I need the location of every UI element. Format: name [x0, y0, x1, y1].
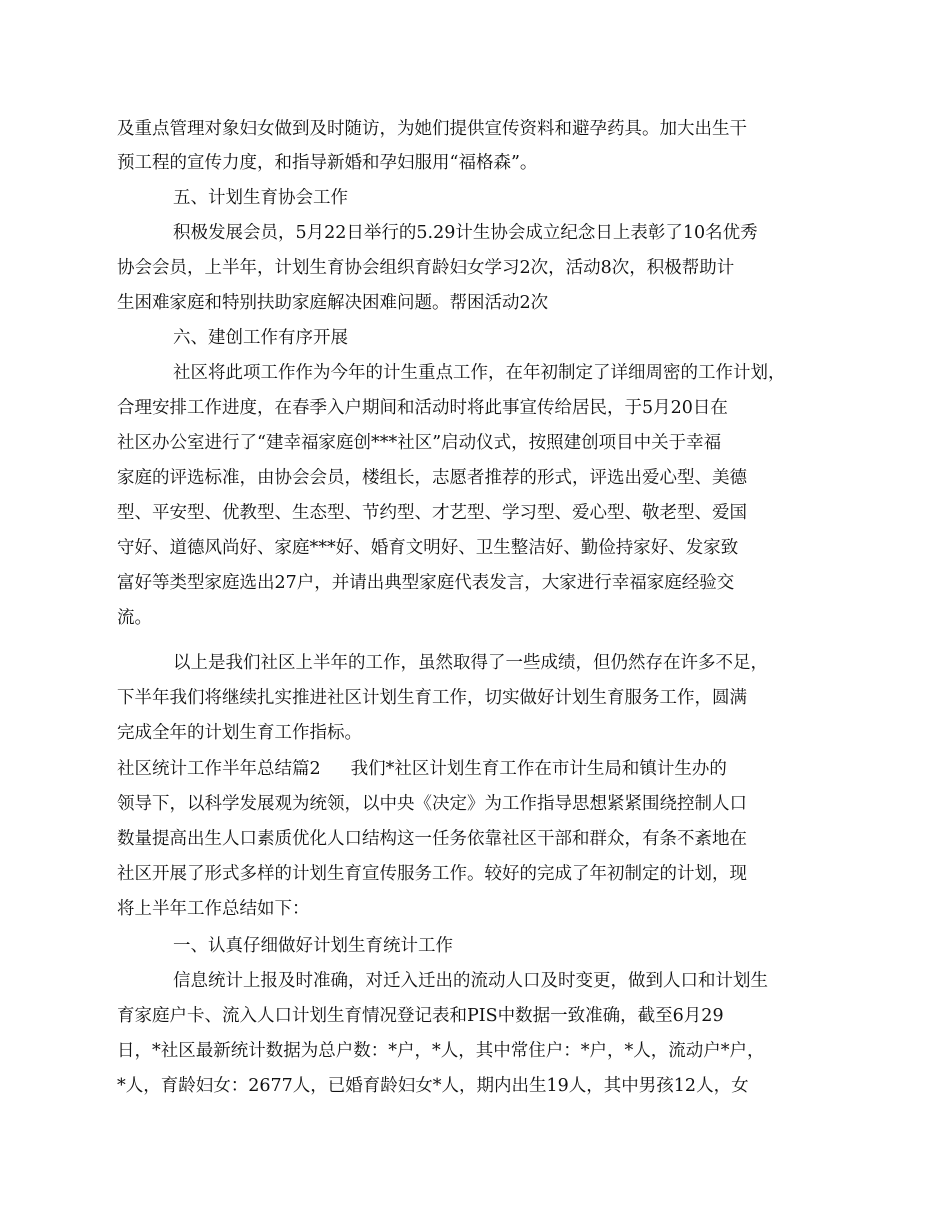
- body-text-line: 流。: [117, 608, 152, 628]
- body-text-line: 日，*社区最新统计数据为总户数：*户，*人，其中常住户：*户，*人，流动户*户，: [117, 1041, 765, 1061]
- body-text-line: 合理安排工作进度，在春季入户期间和活动时将此事宣传给居民，于5月20日在: [117, 398, 728, 418]
- body-text-line: 育家庭户卡、流入人口计划生育情况登记表和PIS中数据一致准确，截至6月29: [117, 1006, 724, 1026]
- body-text-line: 完成全年的计划生育工作指标。: [117, 723, 362, 743]
- body-text-line: 协会会员，上半年，计划生育协会组织育龄妇女学习2次，活动8次，积极帮助计: [117, 258, 735, 278]
- body-text-line: 富好等类型家庭选出27户，并请出典型家庭代表发言，大家进行幸福家庭经验交: [117, 573, 735, 593]
- body-text-line: 下半年我们将继续扎实推进社区计划生育工作，切实做好计划生育服务工作，圆满: [117, 688, 747, 708]
- body-text-line: 领导下，以科学发展观为统领，以中央《决定》为工作指导思想紧紧围绕控制人口: [117, 794, 747, 814]
- body-text-line: 生困难家庭和特别扶助家庭解决困难问题。帮困活动2次: [117, 293, 549, 313]
- body-text-line: 积极发展会员，5月22日举行的5.29计生协会成立纪念日上表彰了10名优秀: [173, 223, 758, 243]
- body-text-line: 将上半年工作总结如下：: [117, 899, 310, 919]
- body-text-line: 型、平安型、优教型、生态型、节约型、才艺型、学习型、爱心型、敬老型、爱国: [117, 503, 747, 523]
- body-text-line: 数量提高出生人口素质优化人口结构这一任务依靠社区干部和群众，有条不紊地在: [117, 829, 747, 849]
- body-text-line: 社区开展了形式多样的计划生育宣传服务工作。较好的完成了年初制定的计划，现: [117, 864, 747, 884]
- body-text-line: 预工程的宣传力度，和指导新婚和孕妇服用“福格森”。: [117, 153, 538, 173]
- body-text-line: 家庭的评选标准，由协会会员，楼组长，志愿者推荐的形式，评选出爱心型、美德: [117, 468, 747, 488]
- body-text-line: 信息统计上报及时准确，对迁入迁出的流动人口及时变更，做到人口和计划生: [173, 971, 768, 991]
- body-text-line: 及重点管理对象妇女做到及时随访，为她们提供宣传资料和避孕药具。加大出生干: [117, 119, 747, 139]
- body-text-line: *人，育龄妇女：2677人，已婚育龄妇女*人，期内出生19人，其中男孩12人，女: [117, 1076, 749, 1096]
- section-heading: 一、认真仔细做好计划生育统计工作: [173, 936, 453, 956]
- body-text-line: 社区将此项工作作为今年的计生重点工作，在年初制定了详细周密的工作计划，: [173, 363, 786, 383]
- body-text-line: 我们*社区计划生育工作在市计生局和镇计生办的: [350, 759, 727, 779]
- body-text-line: 以上是我们社区上半年的工作，虽然取得了一些成绩，但仍然存在许多不足，: [173, 653, 768, 673]
- article-title: 社区统计工作半年总结篇2: [117, 759, 321, 779]
- section-heading: 六、建创工作有序开展: [173, 328, 348, 348]
- body-text-line: 守好、道德风尚好、家庭***好、婚育文明好、卫生整洁好、勤俭持家好、发家致: [117, 538, 739, 558]
- section-heading: 五、计划生育协会工作: [173, 188, 348, 208]
- body-text-line: 社区办公室进行了“建幸福家庭创***社区”启动仪式，按照建创项目中关于幸福: [117, 433, 722, 453]
- title-line: [117, 752, 837, 786]
